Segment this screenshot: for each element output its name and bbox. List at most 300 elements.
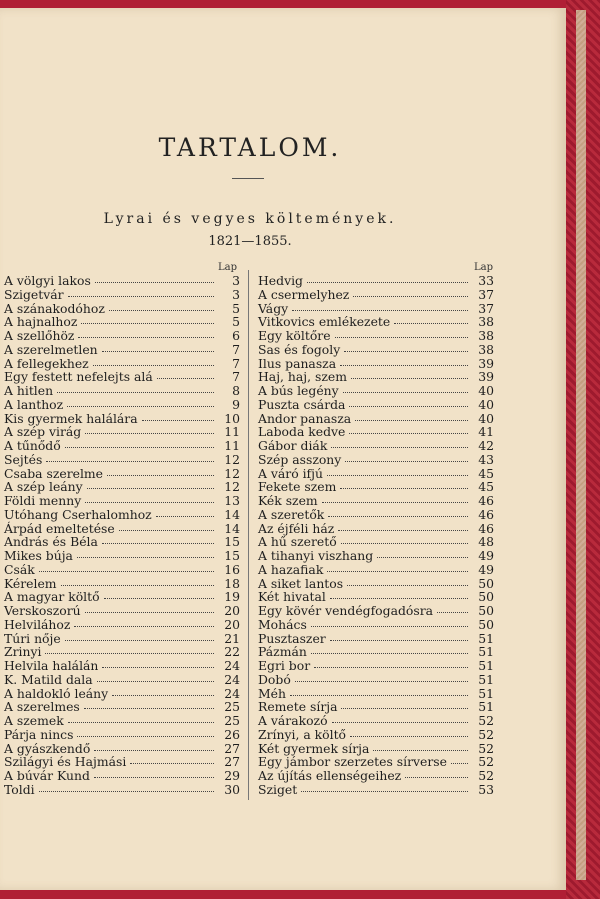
leader-dots (130, 763, 214, 764)
toc-entry-page: 9 (232, 396, 240, 412)
toc-entry-page: 49 (478, 561, 494, 577)
toc-entry (258, 480, 494, 494)
toc-entry-title: Egy festett nefelejts alá (4, 369, 153, 385)
toc-entry-title: Zrínyi, a költő (258, 726, 347, 742)
toc-entry-page: 39 (478, 369, 494, 385)
leader-dots (68, 722, 214, 723)
leader-dots (102, 543, 214, 544)
leader-dots (345, 461, 468, 462)
toc-entry-title: Vágy (258, 300, 289, 316)
leader-dots (344, 351, 468, 352)
toc-entry-page: 30 (224, 781, 240, 797)
toc-entry (258, 439, 494, 453)
toc-entry (4, 769, 240, 783)
toc-entry (258, 288, 494, 302)
toc-entry (258, 618, 494, 632)
leader-dots (74, 626, 214, 627)
toc-entry-title: Pusztaszer (258, 630, 326, 646)
leader-dots (343, 392, 468, 393)
toc-entry-page: 12 (224, 451, 240, 467)
toc-entry (258, 384, 494, 398)
toc-entry (4, 755, 240, 769)
toc-entry (258, 425, 494, 439)
section-years: 1821—1855. (208, 234, 292, 249)
toc-entry-page: 14 (224, 520, 240, 536)
toc-entry-title: A váró ifjú (258, 465, 323, 481)
toc-entry-title: Sziget (258, 781, 298, 797)
toc-entry-title: A szép virág (4, 424, 82, 440)
leader-dots (322, 502, 468, 503)
toc-entry (258, 714, 494, 728)
toc-entry-page: 38 (478, 328, 494, 343)
toc-entry (258, 769, 494, 783)
leader-dots (351, 378, 468, 379)
leader-dots (349, 433, 468, 434)
toc-entry-title: Hedvig (258, 273, 303, 288)
toc-entry-page: 45 (478, 479, 494, 495)
toc-entry-title: Kérelem (4, 575, 57, 591)
toc-entry-page: 46 (478, 520, 494, 536)
toc-entry-page: 42 (478, 438, 494, 453)
page-block-edge (576, 10, 586, 880)
toc-entry (4, 742, 240, 756)
toc-entry (4, 453, 240, 467)
toc-entry-title: A tihanyi viszhang (258, 548, 374, 563)
leader-dots (330, 640, 468, 641)
leader-dots (61, 585, 214, 586)
toc-entry-page: 51 (478, 699, 494, 715)
toc-entry-page: 45 (478, 465, 494, 481)
toc-entry-page: 10 (224, 410, 240, 426)
toc-entry-page: 38 (478, 341, 494, 357)
toc-entry-title: A hitlen (4, 383, 54, 398)
toc-entry (258, 535, 494, 549)
toc-entry (4, 508, 240, 522)
leader-dots (109, 310, 214, 311)
toc-entry (4, 783, 240, 797)
toc-entry (258, 687, 494, 701)
toc-entry (4, 687, 240, 701)
toc-entry-page: 46 (478, 493, 494, 508)
toc-entry-title: A gyászkendő (4, 740, 91, 756)
toc-entry (4, 577, 240, 591)
toc-entry (258, 274, 494, 288)
leader-dots (331, 447, 468, 448)
toc-entry (4, 632, 240, 646)
toc-entry-title: A hazafiak (258, 561, 324, 577)
toc-entry (4, 302, 240, 316)
toc-entry-title: Csák (4, 561, 35, 577)
toc-entry-title: Puszta csárda (258, 396, 346, 412)
leader-dots (102, 351, 214, 352)
title-rule (232, 178, 264, 179)
leader-dots (349, 406, 468, 407)
toc-entry (258, 742, 494, 756)
toc-entry-page: 50 (478, 589, 494, 605)
leader-dots (292, 310, 468, 311)
toc-entry-page: 14 (224, 506, 240, 522)
leader-dots (340, 365, 468, 366)
toc-entry-page: 22 (224, 644, 240, 660)
leader-dots (311, 653, 468, 654)
leader-dots (81, 323, 214, 324)
leader-dots (94, 750, 214, 751)
leader-dots (107, 475, 214, 476)
leader-dots (327, 571, 468, 572)
toc-entry (4, 604, 240, 618)
toc-entry-page: 12 (224, 465, 240, 481)
leader-dots (77, 557, 214, 558)
toc-entry-title: Az éjféli ház (258, 520, 335, 536)
toc-entry-title: Fekete szem (258, 479, 337, 495)
leader-dots (377, 557, 468, 558)
toc-entry-title: A hű szerető (258, 534, 337, 550)
leader-dots (93, 365, 214, 366)
toc-entry-page: 5 (232, 314, 240, 330)
toc-entry-title: A szép leány (4, 479, 83, 495)
toc-entry-title: A szerelmes (4, 699, 80, 715)
leader-dots (405, 777, 468, 778)
leader-dots (301, 791, 468, 792)
toc-entry-title: Zrinyi (4, 644, 42, 660)
toc-entry (258, 467, 494, 481)
toc-entry (4, 425, 240, 439)
toc-entry (258, 728, 494, 742)
toc-entry (258, 343, 494, 357)
toc-entry-title: A szeretők (258, 506, 325, 522)
leader-dots (39, 791, 214, 792)
toc-entry-page: 39 (478, 355, 494, 371)
toc-entry (4, 439, 240, 453)
toc-entry-page: 41 (478, 424, 494, 440)
toc-entry-title: Két hivatal (258, 589, 326, 605)
toc-entry-page: 25 (224, 713, 240, 728)
right-page-label: Lap (474, 262, 494, 273)
toc-entry-title: Egy költőre (258, 328, 331, 343)
toc-entry-page: 37 (478, 300, 494, 316)
toc-entry (258, 755, 494, 769)
toc-entry-page: 40 (478, 410, 494, 426)
toc-entry-title: Párja nincs (4, 726, 74, 742)
toc-entry-title: A fellegekhez (4, 355, 89, 371)
leader-dots (85, 502, 214, 503)
toc-entry (258, 494, 494, 508)
leader-dots (39, 571, 214, 572)
leader-dots (67, 406, 214, 407)
leader-dots (84, 708, 214, 709)
toc-entry-page: 48 (478, 534, 494, 550)
leader-dots (338, 530, 468, 531)
leader-dots (68, 296, 214, 297)
toc-entry-page: 20 (224, 616, 240, 632)
toc-entry (4, 563, 240, 577)
toc-entry-title: Utóhang Cserhalomhoz (4, 506, 152, 522)
toc-entry (258, 329, 494, 343)
toc-entry-title: A siket lantos (258, 575, 344, 591)
toc-entry-page: 50 (478, 575, 494, 591)
toc-entry (258, 783, 494, 797)
toc-entry (4, 714, 240, 728)
toc-entry-title: Kék szem (258, 493, 318, 508)
leader-dots (104, 598, 214, 599)
leader-dots (332, 722, 468, 723)
leader-dots (85, 433, 214, 434)
leader-dots (350, 736, 468, 737)
toc-entry-page: 40 (478, 383, 494, 398)
toc-entry-title: A tűnődő (4, 438, 61, 453)
toc-entry-title: Remete sírja (258, 699, 338, 715)
leader-dots (95, 282, 214, 283)
toc-entry-title: András és Béla (4, 534, 98, 550)
toc-entry-page: 27 (224, 740, 240, 756)
toc-entry-title: K. Matild dala (4, 671, 93, 687)
toc-entry-title: Földi menny (4, 493, 82, 508)
toc-entry-title: A lanthoz (4, 396, 64, 412)
toc-entry-page: 29 (224, 768, 240, 783)
toc-entry (4, 673, 240, 687)
toc-entry-title: Árpád emeltetése (4, 520, 115, 536)
leader-dots (437, 612, 468, 613)
toc-entry-title: A haldokló leány (4, 685, 109, 701)
leader-dots (87, 488, 214, 489)
toc-entry (258, 522, 494, 536)
left-page-label: Lap (218, 262, 238, 273)
toc-entry (258, 315, 494, 329)
toc-entry-page: 53 (478, 781, 494, 797)
toc-entry (4, 288, 240, 302)
toc-entry-title: Sas és fogoly (258, 341, 341, 357)
toc-entry-page: 51 (478, 658, 494, 673)
toc-entry (4, 645, 240, 659)
toc-entry-page: 52 (478, 754, 494, 770)
leader-dots (328, 516, 468, 517)
leader-dots (311, 626, 468, 627)
toc-entry-title: A csermelyhez (258, 286, 350, 302)
toc-entry-title: A völgyi lakos (4, 273, 91, 288)
toc-entry (4, 329, 240, 343)
leader-dots (330, 598, 468, 599)
toc-entry-title: A szánakodóhoz (4, 300, 105, 316)
toc-entry (258, 632, 494, 646)
toc-entry (4, 549, 240, 563)
toc-entry-title: Egri bor (258, 658, 311, 673)
toc-entry-title: Csaba szerelme (4, 465, 104, 481)
leader-dots (295, 681, 468, 682)
leader-dots (45, 653, 214, 654)
toc-entry-page: 27 (224, 754, 240, 770)
toc-entry (4, 659, 240, 673)
toc-entry-page: 6 (232, 328, 240, 343)
leader-dots (102, 667, 214, 668)
leader-dots (373, 750, 468, 751)
toc-entry (4, 315, 240, 329)
leader-dots (142, 420, 214, 421)
toc-entry-page: 7 (232, 341, 240, 357)
toc-entry-page: 25 (224, 699, 240, 715)
column-divider (248, 270, 249, 800)
leader-dots (327, 475, 468, 476)
toc-entry (4, 384, 240, 398)
toc-entry-page: 50 (478, 603, 494, 618)
toc-entry (4, 590, 240, 604)
toc-entry-title: Az újítás ellenségeihez (258, 768, 402, 783)
toc-entry-page: 3 (232, 286, 240, 302)
toc-entry-page: 12 (224, 479, 240, 495)
toc-entry-page: 20 (224, 603, 240, 618)
toc-entry-page: 51 (478, 685, 494, 701)
toc-entry-page: 38 (478, 314, 494, 330)
toc-entry-page: 51 (478, 671, 494, 687)
toc-entry (258, 412, 494, 426)
toc-entry-page: 24 (224, 685, 240, 701)
toc-entry-page: 21 (224, 630, 240, 646)
toc-entry (4, 700, 240, 714)
leader-dots (355, 420, 468, 421)
toc-entry (4, 274, 240, 288)
toc-entry-page: 13 (224, 493, 240, 508)
toc-entry-title: Toldi (4, 781, 35, 797)
toc-entry (4, 412, 240, 426)
toc-entry (258, 645, 494, 659)
toc-entry (258, 673, 494, 687)
page-title: TARTALOM. (158, 133, 342, 162)
toc-entry-title: Méh (258, 685, 286, 701)
leader-dots (112, 695, 214, 696)
toc-entry-page: 52 (478, 768, 494, 783)
toc-entry (4, 522, 240, 536)
leader-dots (341, 708, 468, 709)
toc-entry (258, 700, 494, 714)
toc-entry (4, 535, 240, 549)
toc-entry-title: A bús legény (258, 383, 339, 398)
toc-entry-page: 11 (224, 438, 240, 453)
toc-entry-title: Szilágyi és Hajmási (4, 754, 127, 770)
toc-entry (258, 590, 494, 604)
toc-entry-title: Verskoszorú (4, 603, 81, 618)
toc-entry-page: 24 (224, 658, 240, 673)
section-heading: Lyrai és vegyes költemények. (103, 211, 397, 227)
toc-entry-title: A búvár Kund (4, 768, 90, 783)
toc-entry (258, 302, 494, 316)
toc-entry-page: 7 (232, 355, 240, 371)
toc-entry-page: 7 (232, 369, 240, 385)
toc-entry (4, 398, 240, 412)
toc-entry-page: 5 (232, 300, 240, 316)
leader-dots (85, 612, 214, 613)
toc-entry-page: 51 (478, 630, 494, 646)
toc-entry-page: 49 (478, 548, 494, 563)
toc-entry-title: A szemek (4, 713, 64, 728)
toc-entry-page: 43 (478, 451, 494, 467)
toc-entry-title: Kis gyermek halálára (4, 410, 138, 426)
toc-entry (258, 370, 494, 384)
toc-entry-page: 40 (478, 396, 494, 412)
toc-entry (4, 343, 240, 357)
toc-entry-title: A szerelmetlen (4, 341, 98, 357)
leader-dots (97, 681, 214, 682)
toc-entry-title: Laboda kedve (258, 424, 346, 440)
leader-dots (94, 777, 214, 778)
leader-dots (290, 695, 468, 696)
leader-dots (353, 296, 468, 297)
leader-dots (77, 736, 214, 737)
toc-entry-title: A szellőhöz (4, 328, 75, 343)
leader-dots (57, 392, 214, 393)
toc-entry-page: 18 (224, 575, 240, 591)
toc-entry-page: 24 (224, 671, 240, 687)
toc-entry-title: Pázmán (258, 644, 307, 660)
leader-dots (394, 323, 468, 324)
toc-entry-page: 52 (478, 740, 494, 756)
toc-entry (4, 618, 240, 632)
toc-entry-title: Gábor diák (258, 438, 328, 453)
toc-entry (258, 604, 494, 618)
toc-entry (4, 357, 240, 371)
toc-entry-title: Sejtés (4, 451, 43, 467)
toc-entry (258, 453, 494, 467)
toc-entry-page: 51 (478, 644, 494, 660)
toc-entry-page: 8 (232, 383, 240, 398)
toc-entry-title: Mikes búja (4, 548, 73, 563)
toc-entry-title: Szép asszony (258, 451, 342, 467)
toc-entry (4, 728, 240, 742)
toc-entry (258, 659, 494, 673)
toc-entry (4, 370, 240, 384)
toc-entry-page: 3 (232, 273, 240, 288)
toc-entry-page: 15 (224, 534, 240, 550)
leader-dots (65, 640, 214, 641)
toc-entry-title: Ilus panasza (258, 355, 337, 371)
leader-dots (314, 667, 468, 668)
toc-entry-page: 19 (224, 589, 240, 605)
toc-entry-title: Egy jámbor szerzetes sírverse (258, 754, 447, 770)
toc-entry (4, 480, 240, 494)
leader-dots (307, 282, 468, 283)
toc-entry-page: 26 (224, 726, 240, 742)
leader-dots (335, 337, 468, 338)
toc-entry-title: A magyar költő (4, 589, 100, 605)
leader-dots (341, 543, 468, 544)
toc-entry-title: Egy kövér vendégfogadósra (258, 603, 434, 618)
toc-entry-title: Andor panasza (258, 410, 352, 426)
leader-dots (340, 488, 468, 489)
toc-entry-title: Két gyermek sírja (258, 740, 370, 756)
toc-entry-title: Szigetvár (4, 286, 64, 302)
toc-entry (4, 494, 240, 508)
toc-entry-title: Mohács (258, 616, 307, 632)
leader-dots (451, 763, 468, 764)
leader-dots (65, 447, 214, 448)
toc-entry-title: A várakozó (258, 713, 328, 728)
leader-dots (156, 516, 214, 517)
toc-entry-page: 50 (478, 616, 494, 632)
book-page (0, 8, 566, 890)
toc-entry-page: 52 (478, 726, 494, 742)
toc-entry-page: 33 (478, 273, 494, 288)
toc-entry (258, 357, 494, 371)
toc-right-column (258, 274, 494, 797)
toc-entry-page: 46 (478, 506, 494, 522)
toc-entry-title: Vitkovics emlékezete (258, 314, 391, 330)
toc-entry (258, 577, 494, 591)
leader-dots (78, 337, 214, 338)
toc-entry-page: 52 (478, 713, 494, 728)
toc-entry-title: A hajnalhoz (4, 314, 78, 330)
toc-entry (258, 508, 494, 522)
toc-entry (258, 549, 494, 563)
leader-dots (119, 530, 214, 531)
toc-entry-page: 16 (224, 561, 240, 577)
